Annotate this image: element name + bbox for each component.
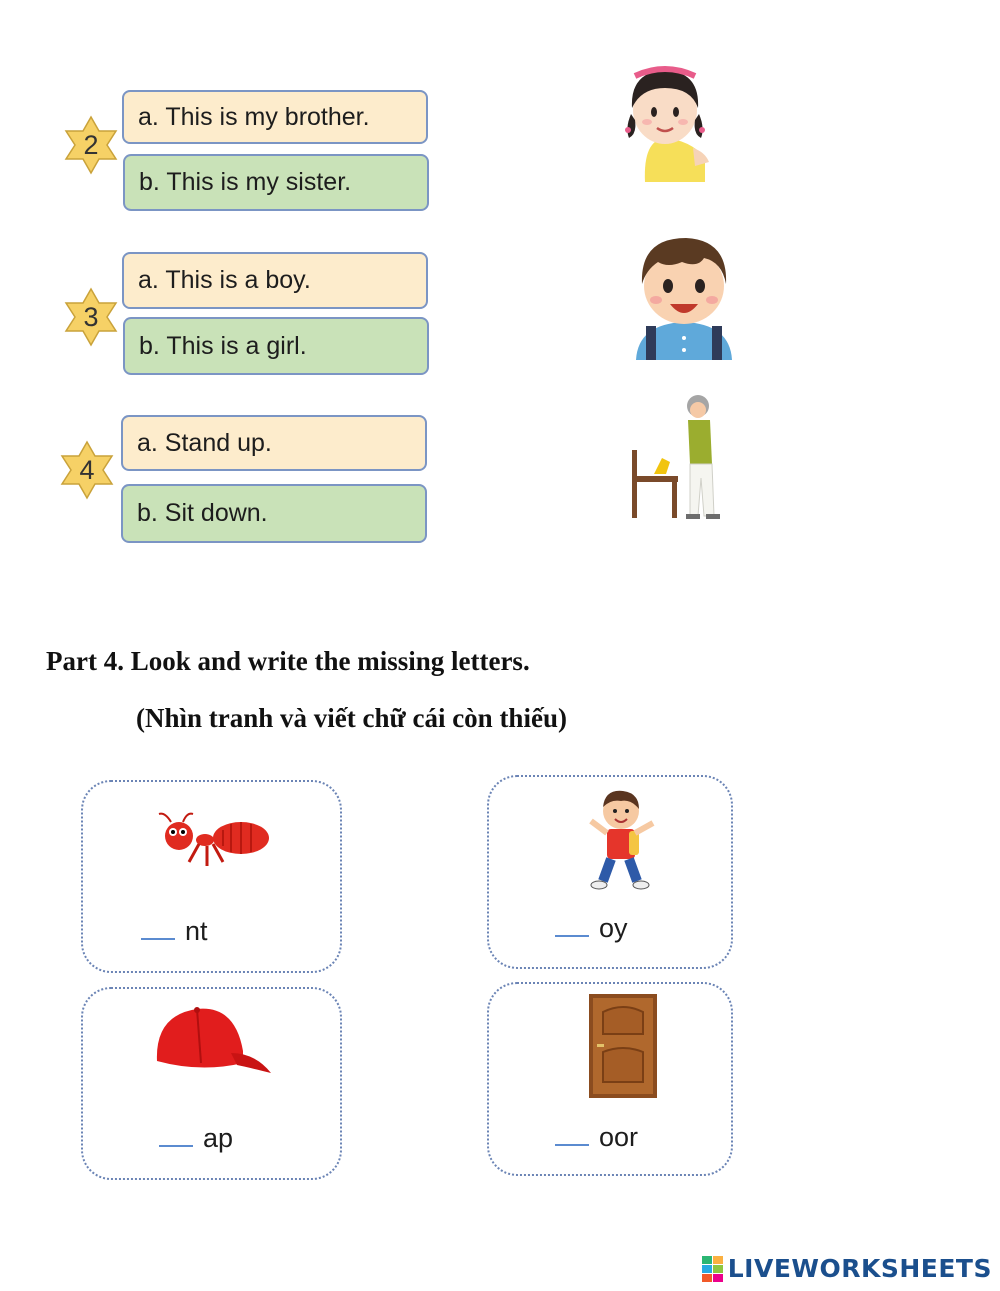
ant-icon [157,812,271,868]
word-card [81,987,342,1180]
fill-in-blank [555,913,628,944]
word-ending: oy [599,913,628,943]
word-card [81,780,342,973]
question-number-badge [57,440,117,500]
word-ending: ap [203,1123,234,1153]
fill-in-blank [141,916,208,947]
option-a-button[interactable] [121,415,427,471]
option-a-label: a. Stand up. [137,428,272,457]
option-a-label: a. This is my brother. [138,102,370,131]
letter-blank[interactable] [159,1144,193,1147]
stand-up-illustration [628,392,740,522]
boy-illustration [628,232,740,360]
option-b-button[interactable] [121,484,427,543]
logo-blocks-icon [702,1256,724,1282]
option-b-label: b. This is my sister. [139,168,352,196]
option-b-button[interactable] [123,317,429,375]
option-a-button[interactable] [122,90,428,144]
question-number-badge [61,287,121,347]
word-card [487,982,733,1176]
question-number: 4 [79,454,95,485]
question-number-badge [61,115,121,175]
option-b-button[interactable] [123,154,429,211]
fill-in-blank [159,1123,233,1154]
boy-icon [583,785,663,895]
girl-illustration [605,62,725,182]
fill-in-blank [555,1122,638,1153]
part4-subtitle: (Nhìn tranh và viết chữ cái còn thiếu) [136,703,567,733]
option-b-label: b. This is a girl. [139,331,307,360]
part4-title: Part 4. Look and write the missing letters. [46,646,530,676]
option-a-button[interactable] [122,252,428,309]
word-ending: oor [599,1122,639,1152]
word-ending: nt [185,916,208,946]
question-number: 2 [83,129,99,160]
letter-blank[interactable] [555,1143,589,1146]
letter-blank[interactable] [555,934,589,937]
option-a-label: a. This is a boy. [138,266,311,294]
question-number: 3 [83,301,99,332]
brand-name: LIVEWORKSHEETS [727,1254,992,1283]
option-b-label: b. Sit down. [137,499,268,527]
cap-icon [151,1001,275,1081]
door-icon [589,994,657,1098]
letter-blank[interactable] [141,937,175,940]
word-card [487,775,733,969]
liveworksheets-logo[interactable] [702,1254,992,1283]
